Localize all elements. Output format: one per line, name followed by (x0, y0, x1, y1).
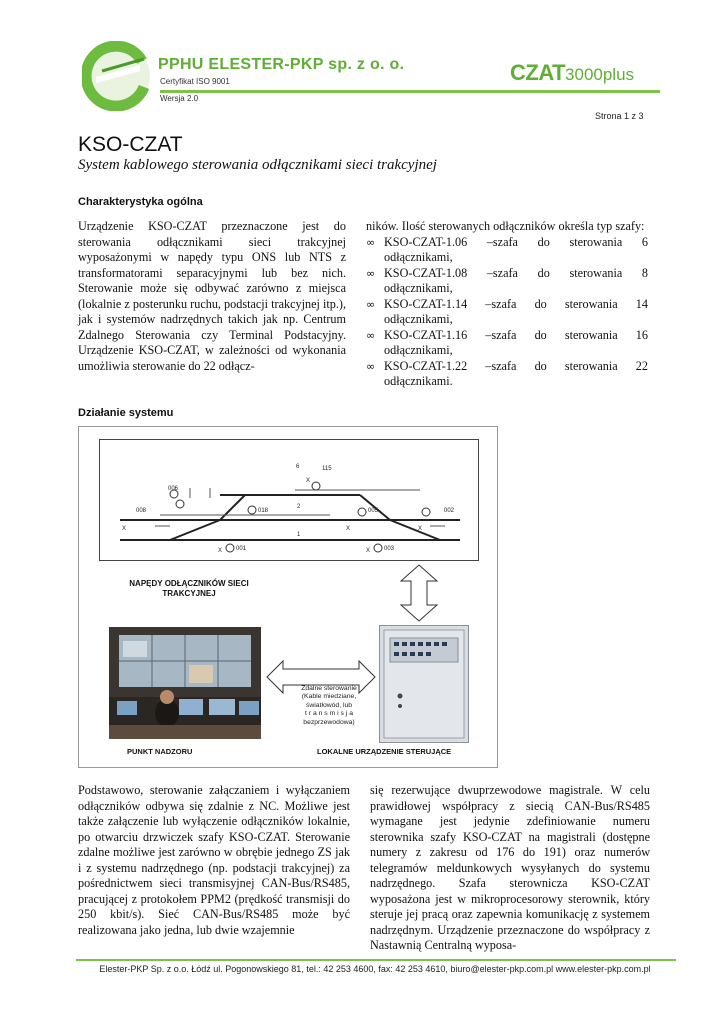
version-label: Wersja 2.0 (160, 94, 199, 103)
brand-plus: 3000plus (565, 65, 635, 84)
list-item: ∞ KSO-CZAT-1.08 –szafa do sterowania 8 odłącznikami, (366, 265, 648, 295)
bullet-icon: ∞ (366, 235, 376, 249)
switch-label: 006 (168, 486, 179, 492)
x-marker: X (306, 478, 311, 484)
x-marker: X (366, 548, 371, 554)
switch-label: 018 (258, 508, 269, 514)
track-svg (100, 440, 478, 560)
company-name: PPHU ELESTER-PKP sp. z o. o. (158, 56, 405, 73)
brand-czat: CZAT (510, 60, 566, 85)
section-heading-operation: Działanie systemu (78, 407, 174, 419)
x-marker: X (346, 526, 351, 532)
remote-control-caption: Zdalne sterowanie (Kable miedziane, światłowód, lub t r a n s m i s j a bezprzewodowa) (301, 685, 357, 726)
supervision-point-caption: PUNKT NADZORU (127, 747, 193, 756)
switch-label: 003 (384, 546, 395, 552)
footer-rule (76, 959, 676, 961)
header-rule (160, 90, 660, 93)
bullet-icon: ∞ (366, 328, 376, 342)
switch-label: 002 (444, 508, 455, 514)
bullet-icon: ∞ (366, 266, 376, 280)
track-label: 1 (297, 532, 301, 538)
x-marker: X (218, 548, 223, 554)
footer-contact: Elester-PKP Sp. z o.o. Łódź ul. Pogonowskiego 81, tel.: 42 253 4600, fax: 42 253 4610, biuro@elester-pkp.com.pl www.elester-pkp.com.pl (99, 964, 651, 974)
czat-brand-logo (510, 60, 634, 86)
section-heading-general: Charakterystyka ogólna (78, 196, 203, 208)
bullet-icon: ∞ (366, 359, 376, 373)
drives-caption: NAPĘDY ODŁĄCZNIKÓW SIECI TRAKCYJNEJ (129, 579, 249, 598)
vertical-double-arrow-icon (397, 563, 441, 623)
general-text-col2 (366, 219, 648, 390)
local-control-cabinet-photo (379, 625, 469, 743)
control-room-photo (109, 627, 261, 739)
page-number: Strona 1 z 3 (595, 111, 644, 121)
cabinet-type-list (366, 235, 648, 390)
list-item: ∞ KSO-CZAT-1.16 –szafa do sterowania 16 odłącznikami, (366, 327, 648, 357)
list-item: ∞ KSO-CZAT-1.06 –szafa do sterowania 6 odłącznikami, (366, 234, 648, 264)
local-device-caption: LOKALNE URZĄDZENIE STERUJĄCE (317, 747, 452, 756)
list-item: ∞ KSO-CZAT-1.14 –szafa do sterowania 14 odłącznikami, (366, 296, 648, 326)
track-layout-schematic (99, 439, 479, 561)
x-marker: X (122, 526, 127, 532)
operation-text-col1: Podstawowo, sterowanie załączaniem i wyłączaniem odłączników odbywa się zdalnie z NC. Możliwe jest także załączenie lub wyłączenie odłączników lokalnie, po otwarciu drzwiczek szafy KSO-CZAT. Sterowanie zdalne możliwe jest zarówno w obrębie jednego ZS jak i z systemu nadrzędnego (np. podstacji trakcyjnej) za pośrednictwem sieci transmisyjnej CAN-Bus/RS485, pracującej z protokołem PPM2 (prędkość transmisji do 250 kbit/s). Sieć CAN-Bus/RS485 może być realizowana jako jedna, lub dwie wzajemnie (78, 783, 350, 937)
bullet-icon: ∞ (366, 297, 376, 311)
document-subtitle: System kablowego sterowania odłącznikami sieci trakcyjnej (78, 157, 437, 173)
list-item: ∞ KSO-CZAT-1.22 –szafa do sterowania 22 odłącznikami. (366, 358, 648, 388)
switch-label: 005 (368, 508, 379, 514)
system-diagram (78, 426, 498, 768)
types-intro: ników. Ilość sterowanych odłączników określa typ szafy: (366, 219, 645, 233)
company-logo (82, 41, 152, 111)
switch-label: 008 (136, 508, 147, 514)
document-title: KSO-CZAT (78, 133, 183, 156)
switch-label: 115 (322, 466, 332, 472)
iso-certificate: Certyfikat ISO 9001 (160, 77, 230, 86)
track-label: 2 (297, 504, 301, 510)
operation-text-col2: się rezerwujące dwuprzewodowe magistrale. W celu prawidłowej współpracy z siecią CAN-Bus/RS485 wymagane jest jedynie zdefiniowanie numeru sterownika szafy KSO-CZAT na magistrali (dostępne numery z zakresu od 176 do 191) oraz numerów telegramów meldunkowych wysyłanych do systemu nadrzędnego. Szafa sterownicza KSO-CZAT wyposażona jest w mikroprocesorowy sterownik, który steruje jej pracą oraz zapewnia komunikację z systemem nadrzędnym. Urządzenie przeznaczone do współpracy z Nastawnią Centralną wyposa- (370, 783, 650, 952)
x-marker: X (418, 526, 423, 532)
track-label: 6 (296, 464, 300, 470)
general-text-col1: Urządzenie KSO-CZAT przeznaczone jest do sterowania odłącznikami sieci trakcyjnej wyposażonymi w napędy typu ONS lub NTS z transformatorami separacyjnymi lub bez nich. Sterowanie może się odbywać zarówno z miejsca (lokalnie z posterunku ruchu, podstacji trakcyjnej itp.), jak i systemów nadrzędnych takich jak np. Centrum Zdalnego Sterowania czy Terminal Podstacyjny. Urządzenie KSO-CZAT, w zależności od wykonania umożliwia sterowanie do 22 odłącz- (78, 219, 346, 373)
switch-label: 001 (236, 546, 247, 552)
